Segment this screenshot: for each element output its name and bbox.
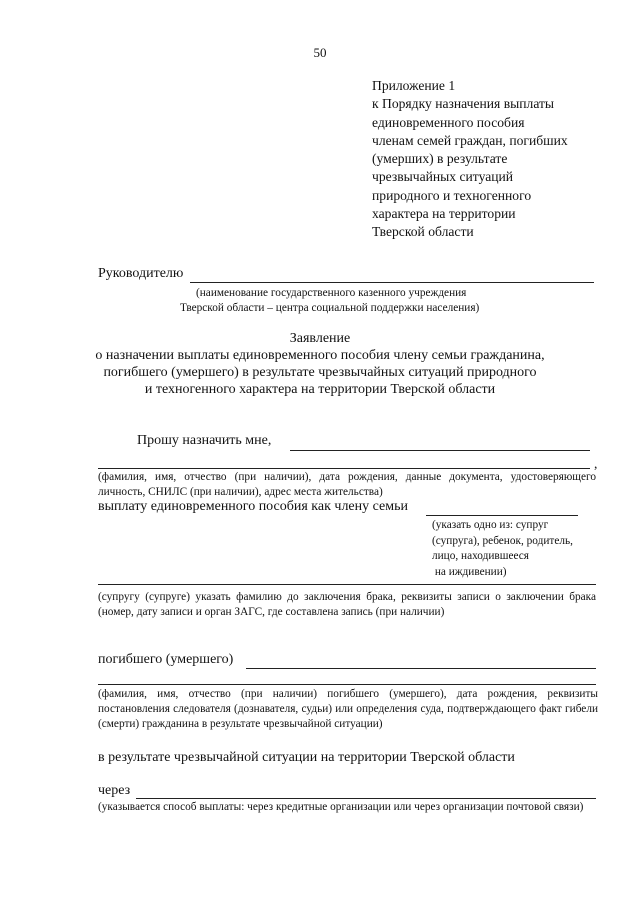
- deceased-label: погибшего (умершего): [98, 652, 234, 667]
- addressee-field-line[interactable]: [190, 282, 594, 283]
- addressee-hint-line1: (наименование государственного казенного учреждения: [196, 287, 467, 299]
- appendix-line: Тверской области: [372, 224, 474, 240]
- deceased-hint: (фамилия, имя, отчество (при наличии) погибшего (умершего), дата рождения, реквизиты постановления следователя (дознавателя, судьи) или определения суда, подтверждающего факт гибели (смерти) гражданина в результате чрезвычайной ситуации): [98, 688, 598, 730]
- payment-method-label: через: [98, 783, 131, 798]
- applicant-hint: (фамилия, имя, отчество (при наличии), дата рождения, данные документа, удостоверяющего личность, СНИЛС (при наличии), адрес места жительства): [98, 471, 596, 498]
- appendix-line: (умерших) в результате: [372, 151, 508, 167]
- deceased-name-field-line[interactable]: [246, 668, 596, 669]
- relation-field-line[interactable]: [426, 515, 578, 516]
- spouse-hint: (супругу (супруге) указать фамилию до заключения брака, реквизиты записи о заключении брака (номер, дату записи и орган ЗАГС, где составлена запись (при наличии): [98, 591, 596, 619]
- statement-title: Заявление: [289, 331, 351, 346]
- request-name-field-line[interactable]: [290, 450, 590, 451]
- appendix-line: единовременного пособия: [372, 114, 525, 130]
- appendix-line: членам семей граждан, погибших: [372, 132, 568, 148]
- applicant-details-field-line[interactable]: [98, 468, 590, 469]
- payment-label: выплату единовременного пособия как члену семьи: [98, 499, 408, 514]
- relation-hint-line: на иждивении): [432, 565, 507, 578]
- statement-subtitle-line3: и техногенного характера на территории Тверской области: [144, 382, 496, 397]
- appendix-block: [372, 77, 568, 242]
- request-label: Прошу назначить мне,: [137, 433, 272, 448]
- payment-method-hint: (указывается способ выплаты: через кредитные организации или через организации почтовой связи): [98, 801, 584, 813]
- appendix-line: Приложение 1: [372, 78, 456, 93]
- appendix-line: к Порядку назначения выплаты: [372, 96, 555, 112]
- appendix-line: чрезвычайных ситуаций: [372, 169, 514, 185]
- statement-subtitle-line1: о назначении выплаты единовременного пособия члену семьи гражданина,: [95, 348, 545, 363]
- relation-hint-line: лицо, находившееся: [432, 550, 529, 562]
- relation-hint-line: (указать одно из: супруг: [432, 519, 549, 531]
- request-comma: ,: [594, 456, 598, 471]
- payment-method-field-line[interactable]: [136, 798, 596, 799]
- statement-subtitle-line2: погибшего (умершего) в результате чрезвычайных ситуаций природного: [103, 365, 537, 380]
- appendix-line: характера на территории: [372, 206, 516, 222]
- appendix-line: природного и техногенного: [372, 187, 532, 203]
- relation-hint-line: (супруга), ребенок, родитель,: [432, 534, 573, 547]
- emergency-text: в результате чрезвычайной ситуации на территории Тверской области: [98, 750, 515, 765]
- relation-hint: [432, 518, 573, 580]
- addressee-label: Руководителю: [98, 266, 184, 281]
- page-number: 50: [313, 45, 327, 60]
- spouse-details-field-line[interactable]: [98, 584, 596, 585]
- addressee-hint-line2: Тверской области – центра социальной поддержки населения): [180, 302, 480, 314]
- deceased-details-field-line[interactable]: [98, 684, 596, 685]
